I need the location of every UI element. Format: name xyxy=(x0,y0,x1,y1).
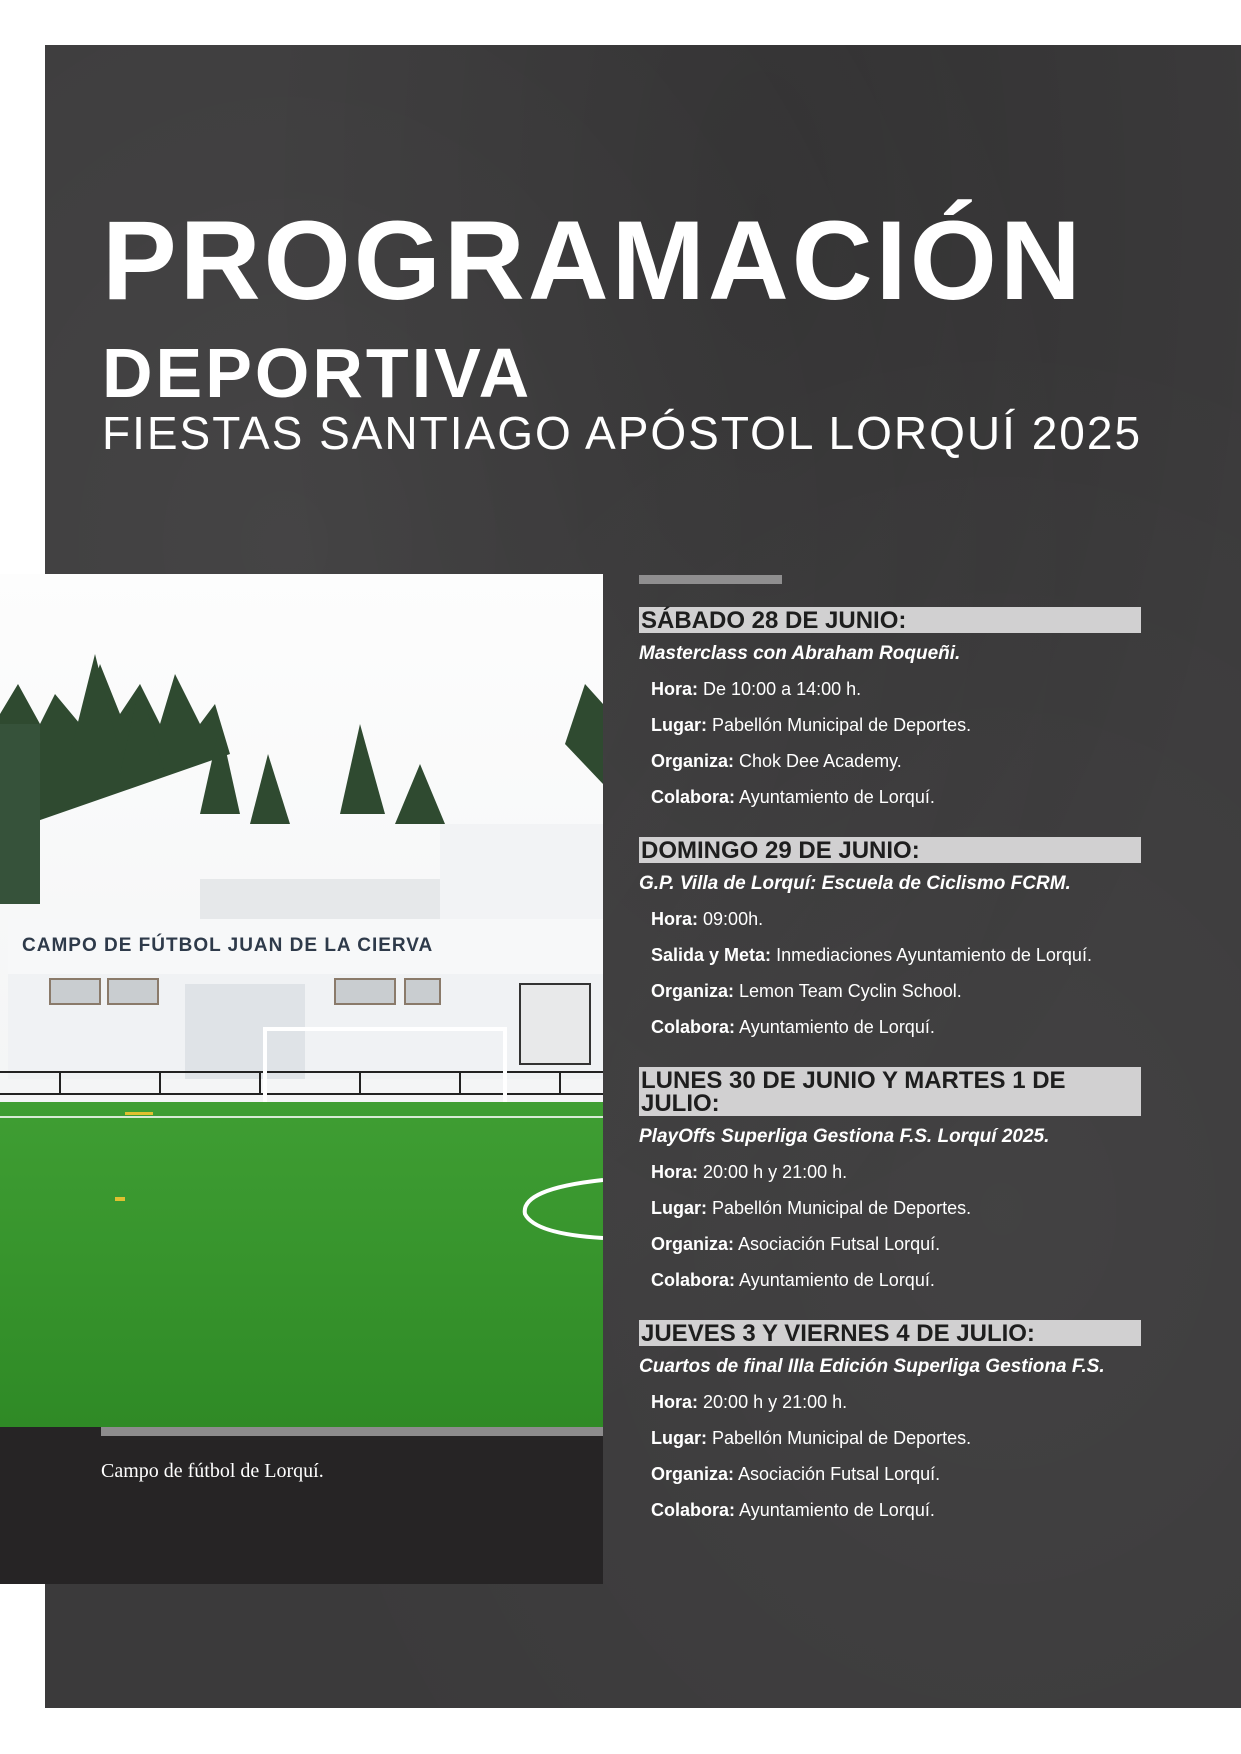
detail-label: Lugar: xyxy=(651,1198,707,1218)
detail-value: Asociación Futsal Lorquí. xyxy=(738,1464,941,1484)
detail-value: Ayuntamiento de Lorquí. xyxy=(739,1017,935,1037)
detail-label: Colabora: xyxy=(651,1017,736,1037)
detail-row xyxy=(639,679,1141,700)
detail-value: Ayuntamiento de Lorquí. xyxy=(739,1500,935,1520)
page-title: PROGRAMACIÓN xyxy=(102,198,1084,323)
caption-divider xyxy=(101,1427,603,1436)
schedule-block xyxy=(639,607,1141,808)
detail-label: Colabora: xyxy=(651,1270,736,1290)
event-title: Masterclass con Abraham Roqueñi. xyxy=(639,643,961,664)
detail-row xyxy=(639,1198,1141,1219)
event-title: PlayOffs Superliga Gestiona F.S. Lorquí 2025. xyxy=(639,1126,1050,1147)
detail-value: Ayuntamiento de Lorquí. xyxy=(739,1270,935,1290)
detail-value: Lemon Team Cyclin School. xyxy=(739,981,962,1001)
page-subtitle: DEPORTIVA xyxy=(102,334,533,412)
detail-value: 09:00h. xyxy=(703,909,764,929)
caption-box xyxy=(0,1427,603,1584)
event-title: Cuartos de final IIIa Edición Superliga Gestiona F.S. xyxy=(639,1356,1105,1377)
detail-value: Pabellón Municipal de Deportes. xyxy=(712,1428,972,1448)
detail-value: Asociación Futsal Lorquí. xyxy=(738,1234,941,1254)
detail-label: Hora: xyxy=(651,1392,699,1412)
field-sign-text: CAMPO DE FÚTBOL JUAN DE LA CIERVA xyxy=(22,935,434,956)
detail-value: Chok Dee Academy. xyxy=(739,751,902,771)
schedule-block xyxy=(639,1320,1141,1521)
detail-value: 20:00 h y 21:00 h. xyxy=(703,1162,848,1182)
detail-row xyxy=(639,1392,1141,1413)
detail-row xyxy=(639,751,1141,772)
detail-label: Lugar: xyxy=(651,715,707,735)
detail-label: Colabora: xyxy=(651,787,736,807)
event-title: G.P. Villa de Lorquí: Escuela de Ciclismo FCRM. xyxy=(639,873,1071,894)
detail-label: Organiza: xyxy=(651,751,735,771)
detail-label: Lugar: xyxy=(651,1428,707,1448)
detail-row xyxy=(639,1500,1141,1521)
day-heading: JUEVES 3 Y VIERNES 4 DE JULIO: xyxy=(639,1320,1141,1346)
detail-row xyxy=(639,1162,1141,1183)
detail-row xyxy=(639,1464,1141,1485)
detail-label: Hora: xyxy=(651,909,699,929)
schedule-block xyxy=(639,837,1141,1038)
detail-label: Organiza: xyxy=(651,981,735,1001)
detail-row xyxy=(639,715,1141,736)
detail-value: Pabellón Municipal de Deportes. xyxy=(712,715,972,735)
schedule-block xyxy=(639,1067,1141,1291)
football-field-photo xyxy=(0,574,603,1427)
day-heading: SÁBADO 28 DE JUNIO: xyxy=(639,607,1141,633)
page-tagline: FIESTAS SANTIAGO APÓSTOL LORQUÍ 2025 xyxy=(102,407,1143,459)
detail-row xyxy=(639,909,1141,930)
schedule-list xyxy=(639,607,1141,1550)
detail-value: 20:00 h y 21:00 h. xyxy=(703,1392,848,1412)
detail-label: Organiza: xyxy=(651,1464,735,1484)
detail-value: Inmediaciones Ayuntamiento de Lorquí. xyxy=(776,945,1092,965)
detail-label: Salida y Meta: xyxy=(651,945,772,965)
detail-label: Organiza: xyxy=(651,1234,735,1254)
day-heading: DOMINGO 29 DE JUNIO: xyxy=(639,837,1141,863)
day-heading: LUNES 30 DE JUNIO Y MARTES 1 DE JULIO: xyxy=(639,1067,1141,1116)
detail-label: Hora: xyxy=(651,1162,699,1182)
detail-row xyxy=(639,945,1141,966)
detail-row xyxy=(639,1428,1141,1449)
photo-caption: Campo de fútbol de Lorquí. xyxy=(101,1460,324,1482)
detail-row xyxy=(639,1270,1141,1291)
detail-value: De 10:00 a 14:00 h. xyxy=(703,679,862,699)
detail-row xyxy=(639,981,1141,1002)
detail-label: Hora: xyxy=(651,679,699,699)
detail-value: Pabellón Municipal de Deportes. xyxy=(712,1198,972,1218)
detail-row xyxy=(639,1017,1141,1038)
detail-label: Colabora: xyxy=(651,1500,736,1520)
schedule-divider xyxy=(639,575,782,584)
detail-row xyxy=(639,1234,1141,1255)
detail-value: Ayuntamiento de Lorquí. xyxy=(739,787,935,807)
detail-row xyxy=(639,787,1141,808)
